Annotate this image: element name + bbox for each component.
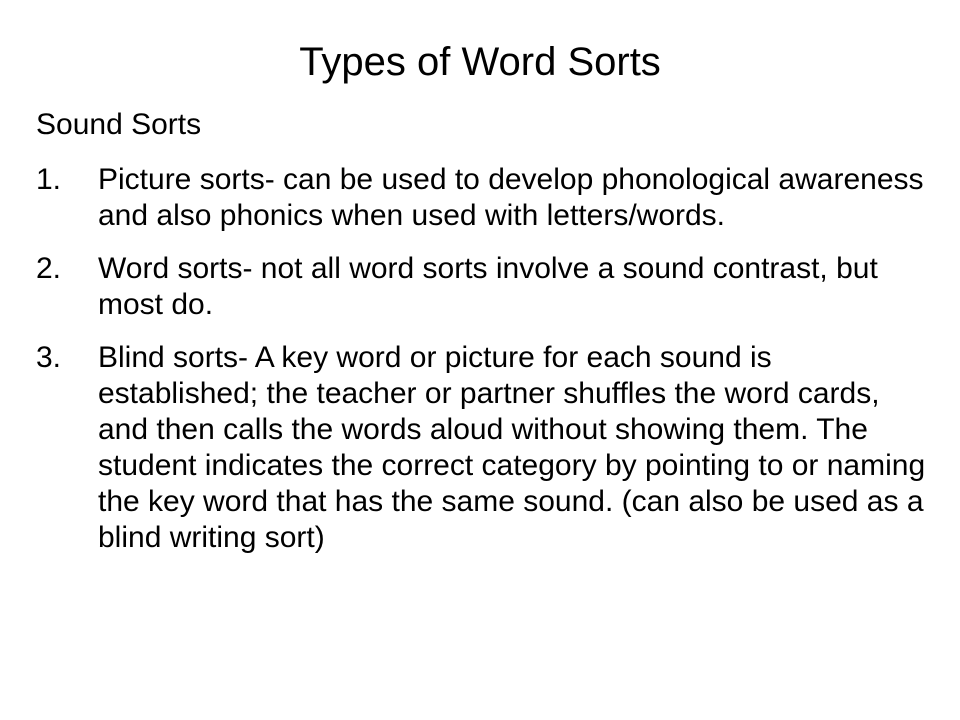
slide-content [36,106,926,573]
list-item-text: Picture sorts- can be used to develop phonological awareness and also phonics when used with letters/words. [98,163,924,232]
list-item-text: Blind sorts- A key word or picture for each sound is established; the teacher or partner shuffles the word cards, and then calls the words aloud without showing them. The student indicates the correct category by pointing to or naming the key word that has the same sound. (can also be used as a blind writing sort) [98,341,926,554]
list-item [36,162,926,234]
slide-title: Types of Word Sorts [299,40,661,84]
list-item-number: 3. [36,341,62,374]
section-heading: Sound Sorts [36,108,202,141]
numbered-list [36,162,926,556]
list-item-text: Word sorts- not all word sorts involve a sound contrast, but most do. [98,252,878,321]
list-item-number: 2. [36,252,62,285]
list-item [36,340,926,556]
list-item-number: 1. [36,163,62,196]
list-item [36,251,926,323]
